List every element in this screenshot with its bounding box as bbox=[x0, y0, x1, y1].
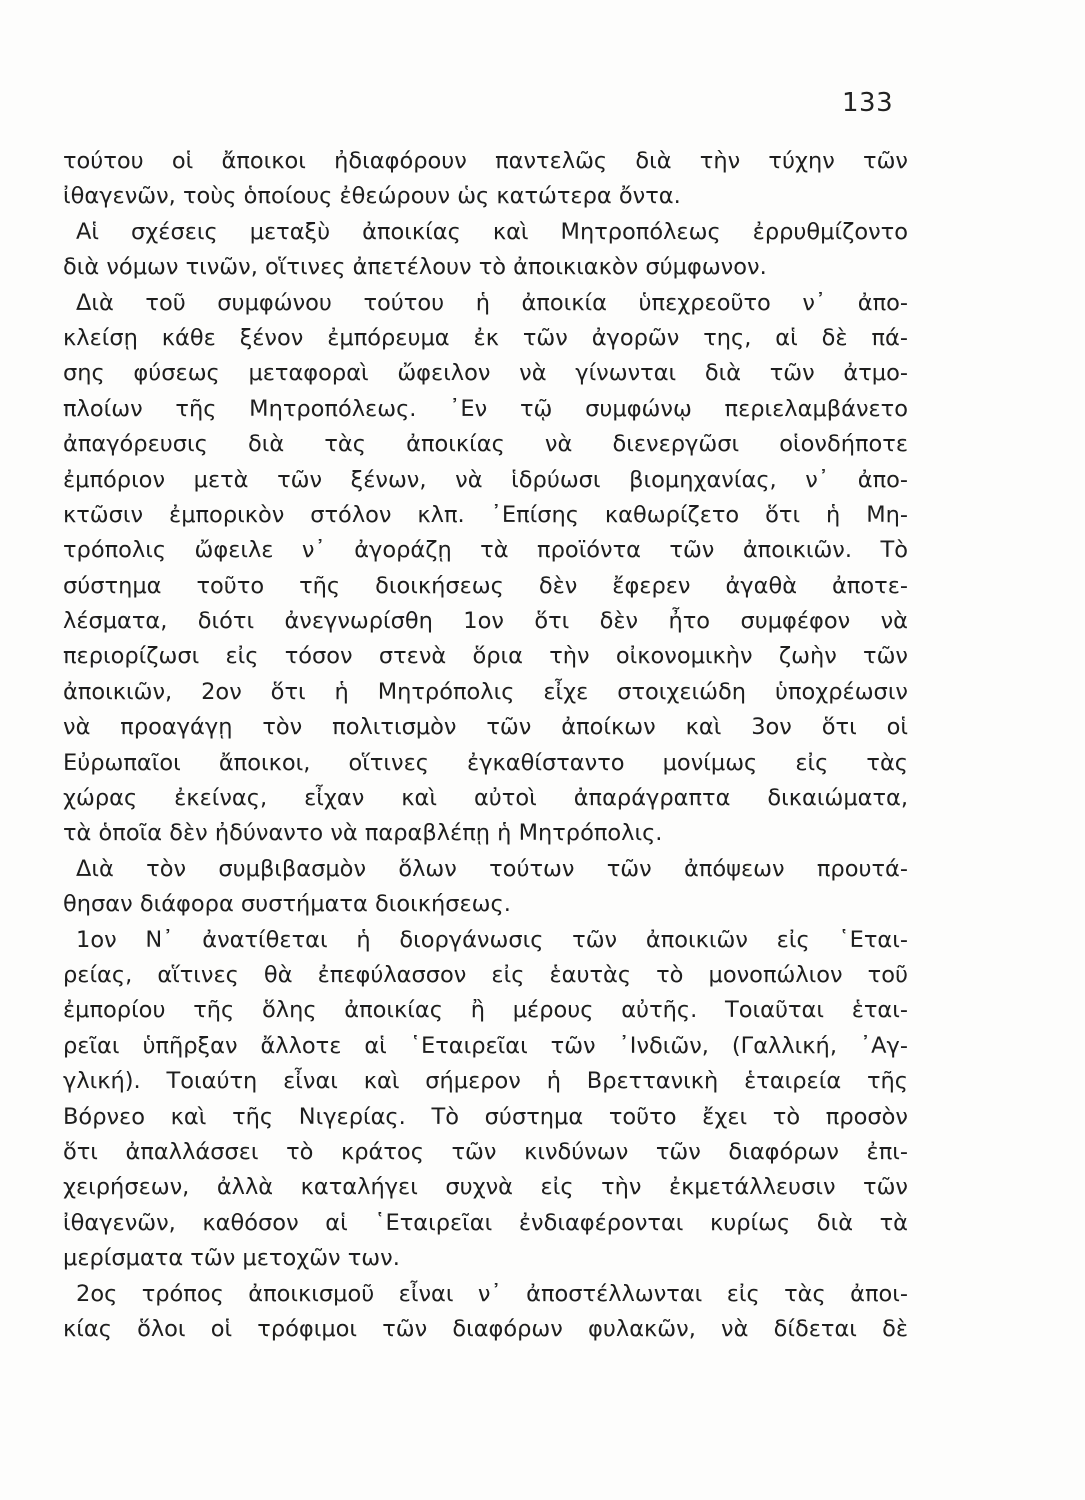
text-line: ἐμπόριον μετὰ τῶν ξένων, νὰ ἱδρύωσι βιομηχανίας, ν᾽ ἀπο- bbox=[63, 466, 908, 493]
text-line: τρόπολις ὤφειλε ν᾽ ἀγοράζῃ τὰ προϊόντα τῶν ἀποικιῶν. Τὸ bbox=[63, 537, 908, 564]
text-line: σης φύσεως μεταφοραὶ ὤφειλον νὰ γίνωνται διὰ τῶν ἀτμο- bbox=[63, 360, 908, 387]
page-number: 133 bbox=[842, 88, 894, 118]
text-line: ἐμπορίου τῆς ὅλης ἀποικίας ἢ μέρους αὐτῆς. Τοιαῦται ἑται- bbox=[63, 997, 908, 1024]
text-line: κλείσῃ κάθε ξένον ἐμπόρευμα ἐκ τῶν ἀγορῶν της, αἱ δὲ πά- bbox=[63, 324, 908, 351]
text-line: χώρας ἐκείνας, εἶχαν καὶ αὐτοὶ ἀπαράγραπτα δικαιώματα, bbox=[63, 785, 908, 812]
text-line: Διὰ τὸν συμβιβασμὸν ὅλων τούτων τῶν ἀπόψεων προυτά- bbox=[76, 855, 908, 882]
text-line: θησαν διάφορα συστήματα διοικήσεως. bbox=[63, 891, 511, 918]
text-line: ρείας, αἵτινες θὰ ἐπεφύλασσον εἰς ἑαυτὰς τὸ μονοπώλιον τοῦ bbox=[63, 961, 908, 988]
text-line: τὰ ὁποῖα δὲν ἠδύναντο νὰ παραβλέπῃ ἡ Μητρόπολις. bbox=[63, 820, 663, 847]
text-line: ἰθαγενῶν, καθόσον αἱ ῾Εταιρεῖαι ἐνδιαφέρονται κυρίως διὰ τὰ bbox=[63, 1209, 908, 1236]
text-line: Αἱ σχέσεις μεταξὺ ἀποικίας καὶ Μητροπόλεως ἐρρυθμίζοντο bbox=[76, 218, 908, 245]
text-line: τούτου οἱ ἄποικοι ἠδιαφόρουν παντελῶς διὰ τὴν τύχην τῶν bbox=[63, 148, 908, 174]
text-line: λέσματα, διότι ἀνεγνωρίσθη 1ον ὅτι δὲν ἦτο συμφέφον νὰ bbox=[63, 608, 908, 635]
text-line: ὅτι ἀπαλλάσσει τὸ κράτος τῶν κινδύνων τῶν διαφόρων ἐπι- bbox=[63, 1138, 908, 1165]
text-line: ἀπαγόρευσις διὰ τὰς ἀποικίας νὰ διενεργῶσι οἱονδήποτε bbox=[63, 431, 908, 458]
text-line: νὰ προαγάγῃ τὸν πολιτισμὸν τῶν ἀποίκων καὶ 3ον ὅτι οἱ bbox=[63, 714, 908, 741]
text-line: κτῶσιν ἐμπορικὸν στόλον κλπ. ᾿Επίσης καθωρίζετο ὅτι ἡ Μη- bbox=[63, 501, 908, 528]
text-line: 1ον Ν᾽ ἀνατίθεται ἡ διοργάνωσις τῶν ἀποικιῶν εἰς ῾Εται- bbox=[76, 926, 908, 953]
text-line: μερίσματα τῶν μετοχῶν των. bbox=[63, 1245, 400, 1272]
text-line: χειρήσεων, ἀλλὰ καταλήγει συχνὰ εἰς τὴν ἐκμετάλλευσιν τῶν bbox=[63, 1174, 908, 1201]
text-line: σύστημα τοῦτο τῆς διοικήσεως δὲν ἔφερεν ἀγαθὰ ἀποτε- bbox=[63, 572, 908, 599]
text-line: 2ος τρόπος ἀποικισμοῦ εἶναι ν᾽ ἀποστέλλωνται εἰς τὰς ἀποι- bbox=[76, 1280, 908, 1307]
text-line: Διὰ τοῦ συμφώνου τούτου ἡ ἀποικία ὑπεχρεοῦτο ν᾽ ἀπο- bbox=[76, 289, 908, 316]
text-line: γλική). Τοιαύτη εἶναι καὶ σήμερον ἡ Βρεττανικὴ ἑταιρεία τῆς bbox=[63, 1068, 908, 1095]
text-line: ἰθαγενῶν, τοὺς ὁποίους ἐθεώρουν ὡς κατώτερα ὄντα. bbox=[63, 183, 681, 210]
text-line: Βόρνεο καὶ τῆς Νιγερίας. Τὸ σύστημα τοῦτο ἔχει τὸ προσὸν bbox=[63, 1103, 908, 1130]
body-text bbox=[63, 144, 908, 1347]
text-line: κίας ὅλοι οἱ τρόφιμοι τῶν διαφόρων φυλακῶν, νὰ δίδεται δὲ bbox=[63, 1315, 908, 1342]
text-line: πλοίων τῆς Μητροπόλεως. ᾿Εν τῷ συμφώνῳ περιελαμβάνετο bbox=[63, 395, 908, 422]
text-line: ρεῖαι ὑπῆρξαν ἄλλοτε αἱ ῾Εταιρεῖαι τῶν ᾿Ινδιῶν, (Γαλλική, ᾿Αγ- bbox=[63, 1032, 908, 1059]
text-line: ἀποικιῶν, 2ον ὅτι ἡ Μητρόπολις εἶχε στοιχειώδη ὑποχρέωσιν bbox=[63, 678, 908, 705]
text-line: διὰ νόμων τινῶν, οἵτινες ἀπετέλουν τὸ ἀποικιακὸν σύμφωνον. bbox=[63, 254, 767, 281]
text-line: Εὐρωπαῖοι ἄποικοι, οἵτινες ἐγκαθίσταντο μονίμως εἰς τὰς bbox=[63, 749, 908, 776]
text-line: περιορίζωσι εἰς τόσον στενὰ ὅρια τὴν οἰκονομικὴν ζωὴν τῶν bbox=[63, 643, 908, 670]
